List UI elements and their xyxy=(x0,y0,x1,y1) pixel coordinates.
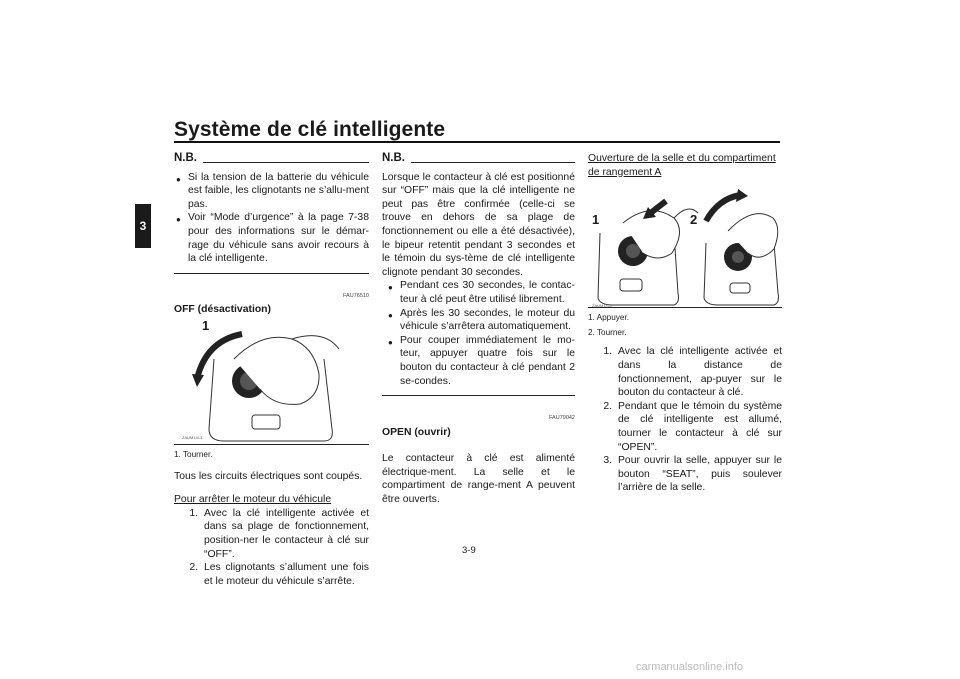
nb-bullets xyxy=(382,279,575,388)
figure-label-2: 2 xyxy=(690,212,698,228)
list-item: ● Voir “Mode d’urgence” à la page 7-38 pour des informations sur le démar-rage du véhicule sans avoir recours à la clé intelligente. xyxy=(176,212,369,265)
column-2 xyxy=(382,152,575,507)
figure-code: ZAUM1411 xyxy=(592,303,612,309)
subheading: Ouverture de la selle et du compartiment de rangement A xyxy=(588,153,776,178)
section-title: OPEN (ouvrir) xyxy=(382,426,451,438)
figure-label: 1 xyxy=(202,317,210,333)
list-item: ● Pour couper immédiatement le mo-teur, appuyer quatre fois sur le bouton du contacteur à clé pendant 2 se-condes. xyxy=(388,334,575,387)
column-1 xyxy=(174,152,369,588)
list-item: ● Après les 30 secondes, le moteur du véhicule s’arrêtera automatiquement. xyxy=(388,307,575,333)
list-item: 2. Les clignotants s’allument une fois et le moteur du véhicule s’arrête. xyxy=(189,562,369,587)
figure-caption-1: 1. Appuyer. xyxy=(588,313,629,323)
list-item: ● Pendant ces 30 secondes, le contac-teur à clé peut être utilisé librement. xyxy=(388,280,575,305)
column-3 xyxy=(588,152,782,495)
nb-heading xyxy=(382,152,575,166)
bullet-icon: ● xyxy=(388,337,393,347)
nb-end-rule xyxy=(382,395,575,396)
steps-list xyxy=(174,507,369,589)
list-item: 1. Avec la clé intelligente activée et dans sa plage de fonctionnement, position-ner le contacteur à clé sur “OFF”. xyxy=(189,507,369,560)
header-rule xyxy=(174,141,780,143)
list-item: ● Si la tension de la batterie du véhicule est faible, les clignotants ne s’allu-ment pas. xyxy=(176,171,369,210)
figure-code: ZAUM1413 xyxy=(182,434,203,440)
page-number: 3-9 xyxy=(462,545,476,556)
figure-caption-2: 2. Tourner. xyxy=(588,327,627,337)
bullet-icon: ● xyxy=(176,174,181,184)
nb-text: Lorsque le contacteur à clé est positionné sur “OFF” mais que la clé intelligente ne peut pas être confirmée (celle-ci se trouve en dehors de sa plage de fonctionnement ou elle a été désactivée), le bipeur retentit pendant 3 secondes et le témoin du sys-tème de clé intelligente clignote pendant 30 secondes. xyxy=(382,171,575,278)
key-switch-turn-illustration xyxy=(174,319,369,444)
bullet-icon: ● xyxy=(388,310,393,320)
key-switch-press-turn-illustration xyxy=(588,183,782,307)
body-text: Tous les circuits électriques sont coupés. xyxy=(174,470,363,482)
bullet-icon: ● xyxy=(388,283,393,293)
list-item: 1. Avec la clé intelligente activée et dans la distance de fonctionnement, ap-puyer sur le bouton du contacteur à clé. xyxy=(603,346,782,399)
illustration-open xyxy=(588,183,782,307)
figure-caption: 1. Tourner. xyxy=(174,449,213,459)
nb-label: N.B. xyxy=(174,152,197,164)
figure-rule xyxy=(588,307,782,308)
nb-heading xyxy=(174,152,369,166)
bullet-icon: ● xyxy=(176,215,181,225)
body-text: Le contacteur à clé est alimenté électrique-ment. La selle et le compartiment de range-ment A peuvent être ouverts. xyxy=(382,453,575,506)
nb-bullets xyxy=(174,171,369,266)
chapter-tab: 3 xyxy=(135,204,151,248)
page-title: Système de clé intelligente xyxy=(174,118,446,141)
steps-list xyxy=(588,345,782,495)
subheading: Pour arrêter le moteur du véhicule xyxy=(174,494,332,506)
section-code: FAU76510 xyxy=(343,292,369,299)
figure-rule xyxy=(174,444,369,445)
section-code: FAU79042 xyxy=(549,415,575,422)
section-title: OFF (désactivation) xyxy=(174,304,271,316)
nb-end-rule xyxy=(174,273,369,274)
nb-label: N.B. xyxy=(382,152,405,164)
list-item: 2. Pendant que le témoin du système de clé intelligente est allumé, tourner le contacteur à clé sur “OPEN”. xyxy=(603,400,782,453)
illustration-off xyxy=(174,319,369,444)
figure-label-1: 1 xyxy=(592,212,600,228)
watermark: carmanualsonline.info xyxy=(636,661,744,673)
list-item: 3. Pour ouvrir la selle, appuyer sur le bouton “SEAT”, puis soulever l’arrière de la selle. xyxy=(603,455,782,494)
